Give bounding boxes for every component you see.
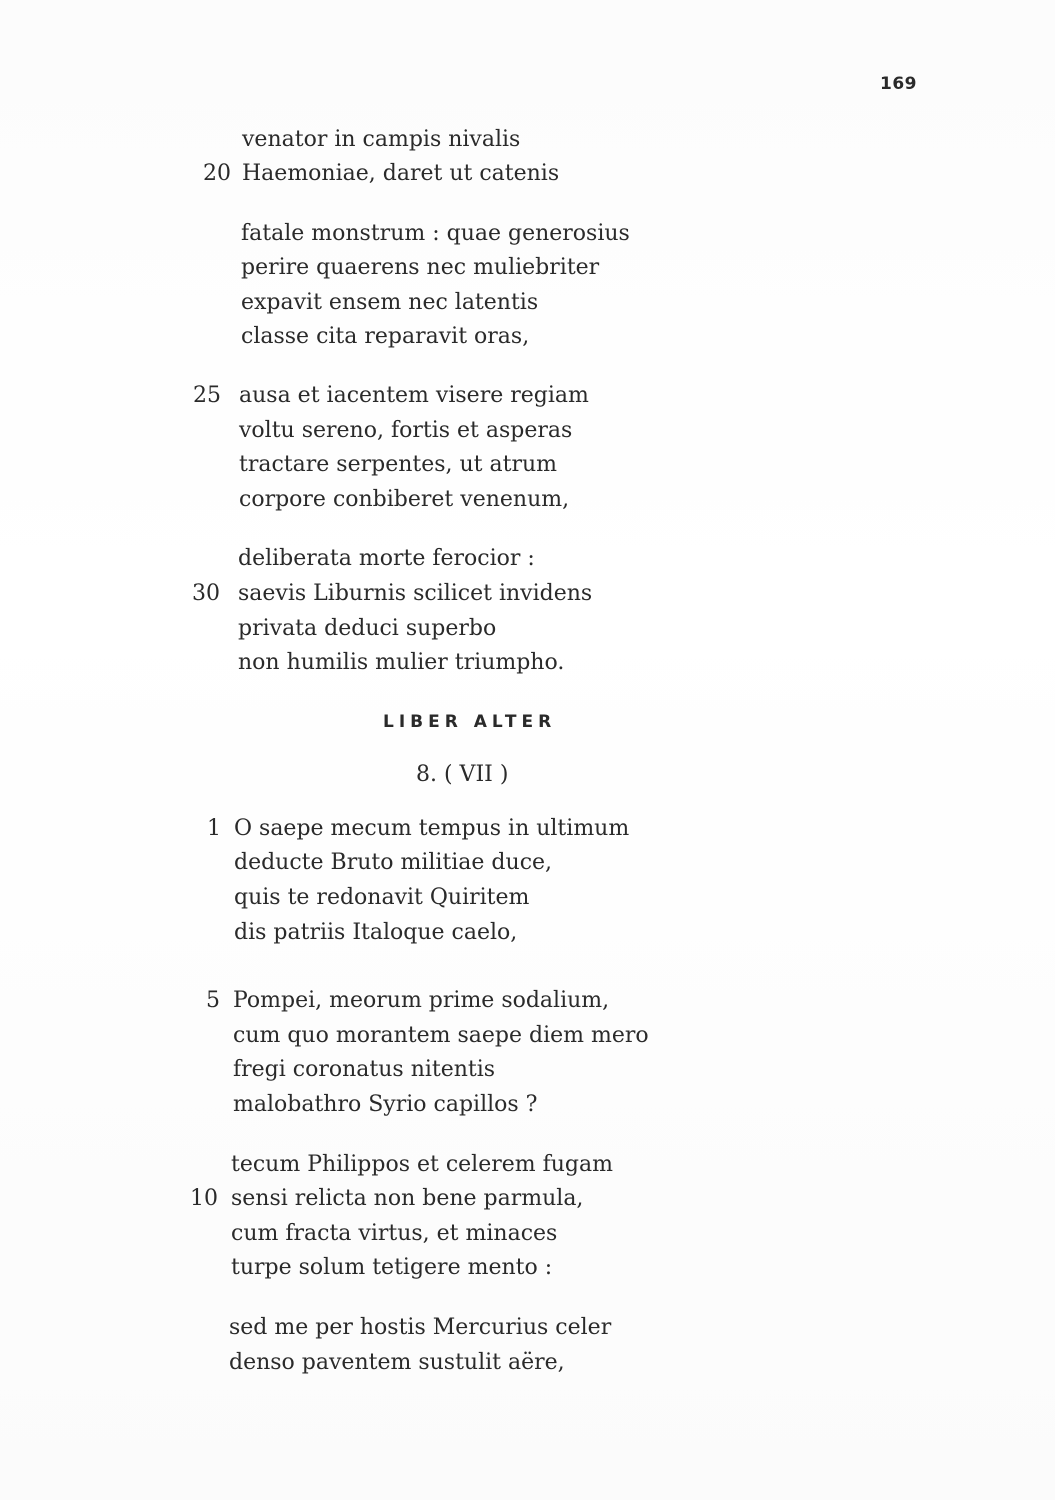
verse-line: tractare serpentes, ut atrum — [239, 452, 558, 477]
verse-line: perire quaerens nec muliebriter — [241, 255, 600, 280]
verse-line: turpe solum tetigere mento : — [231, 1255, 553, 1280]
verse-line: dis patriis Italoque caelo, — [234, 920, 518, 945]
verse-line: ausa et iacentem visere regiam — [239, 383, 589, 408]
verse-line: fregi coronatus nitentis — [233, 1057, 496, 1082]
verse-line: classe cita reparavit oras, — [241, 324, 530, 349]
verse-line: privata deduci superbo — [238, 616, 497, 641]
verse-line: sensi relicta non bene parmula, — [231, 1186, 584, 1211]
verse-line: cum fracta virtus, et minaces — [231, 1221, 558, 1246]
verse-line: Pompei, meorum prime sodalium, — [233, 988, 610, 1013]
verse-line: sed me per hostis Mercurius celer — [229, 1315, 612, 1340]
verse-line: malobathro Syrio capillos ? — [233, 1092, 538, 1117]
page-number: 169 — [880, 74, 917, 94]
verse-line: expavit ensem nec latentis — [241, 290, 539, 315]
verse-line: quis te redonavit Quiritem — [234, 885, 530, 910]
verse-line: saevis Liburnis scilicet invidens — [238, 581, 593, 606]
verse-line: venator in campis nivalis — [242, 127, 521, 152]
verse-line: voltu sereno, fortis et asperas — [239, 418, 573, 443]
line-number: 1 — [207, 816, 221, 841]
line-number: 30 — [192, 581, 220, 606]
verse-line: O saepe mecum tempus in ultimum — [234, 816, 630, 841]
line-number: 25 — [193, 383, 221, 408]
poem-heading: 8. ( VII ) — [416, 762, 509, 787]
verse-line: Haemoniae, daret ut catenis — [242, 161, 560, 186]
verse-line: fatale monstrum : quae generosius — [241, 221, 630, 246]
verse-line: cum quo morantem saepe diem mero — [233, 1023, 649, 1048]
book-heading: LIBER ALTER — [383, 712, 557, 732]
line-number: 20 — [203, 161, 231, 186]
verse-line: denso paventem sustulit aëre, — [229, 1350, 565, 1375]
line-number: 5 — [206, 988, 220, 1013]
verse-line: tecum Philippos et celerem fugam — [231, 1152, 613, 1177]
verse-line: non humilis mulier triumpho. — [238, 650, 565, 675]
verse-line: deliberata morte ferocior : — [238, 546, 535, 571]
verse-line: deducte Bruto militiae duce, — [234, 850, 553, 875]
line-number: 10 — [190, 1186, 218, 1211]
verse-line: corpore conbiberet venenum, — [239, 487, 570, 512]
